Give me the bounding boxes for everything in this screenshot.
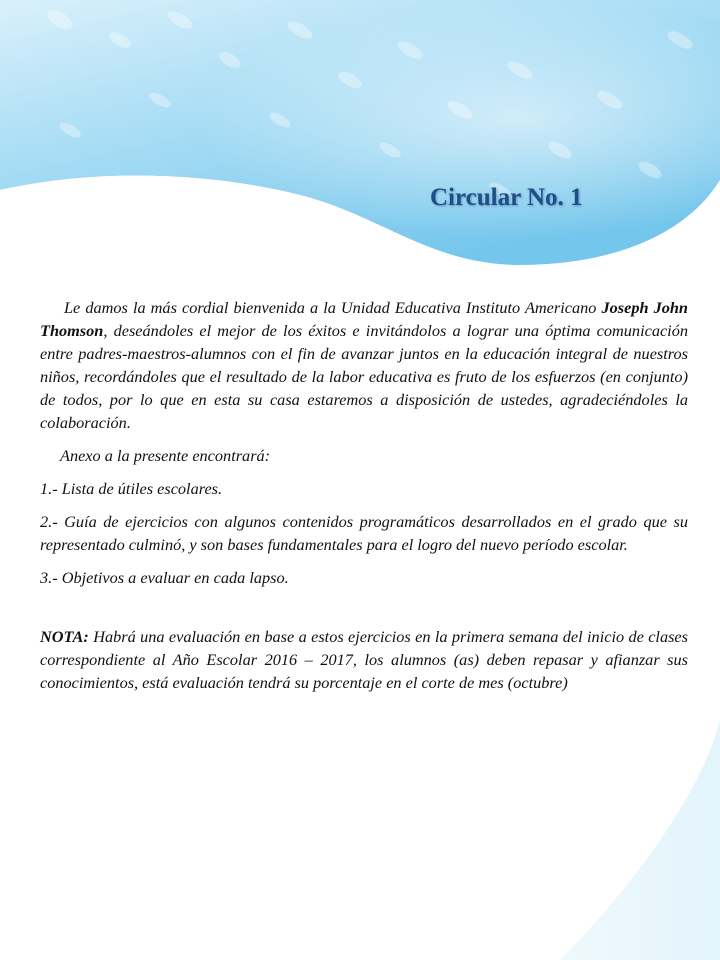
school-name: Joseph John Thomson xyxy=(40,298,688,340)
nota-label: NOTA: xyxy=(40,627,89,646)
list-item: 2.- Guía de ejercicios con algunos contenidos programáticos desarrollados en el grado que su representado culminó, y son bases fundamentales para el logro del nuevo período escolar. xyxy=(40,512,688,554)
letter-body xyxy=(40,296,688,704)
nota-text: Habrá una evaluación en base a estos ejercicios en la primera semana del inicio de clases correspondiente al Año Escolar 2016 – 2017, los alumnos (as) deben repasar y afianzar sus conocimientos, está evaluación tendrá su porcentaje en el corte de mes (octubre) xyxy=(40,627,688,692)
annex-intro: Anexo a la presente encontrará: xyxy=(60,446,271,465)
intro-paragraph xyxy=(40,296,688,434)
page-title: Circular No. 1 xyxy=(430,184,583,211)
intro-text-2: , deseándoles el mejor de los éxitos e invitándolos a lograr una óptima comunicación entre padres-maestros-alumnos con el fin de avanzar juntos en la educación integral de nuestros niños, recordándoles que el resultado de la labor educativa es fruto de los esfuerzos (en conjunto) de todos, por lo que en esta su casa estaremos a disposición de ustedes, agradeciéndoles la colaboración. xyxy=(40,321,688,432)
list-item: 1.- Lista de útiles escolares. xyxy=(40,479,223,498)
nota-paragraph xyxy=(40,625,688,694)
intro-text-1: Le damos la más cordial bienvenida a la Unidad Educativa Instituto Americano xyxy=(64,298,602,317)
list-item: 3.- Objetivos a evaluar en cada lapso. xyxy=(40,568,289,587)
